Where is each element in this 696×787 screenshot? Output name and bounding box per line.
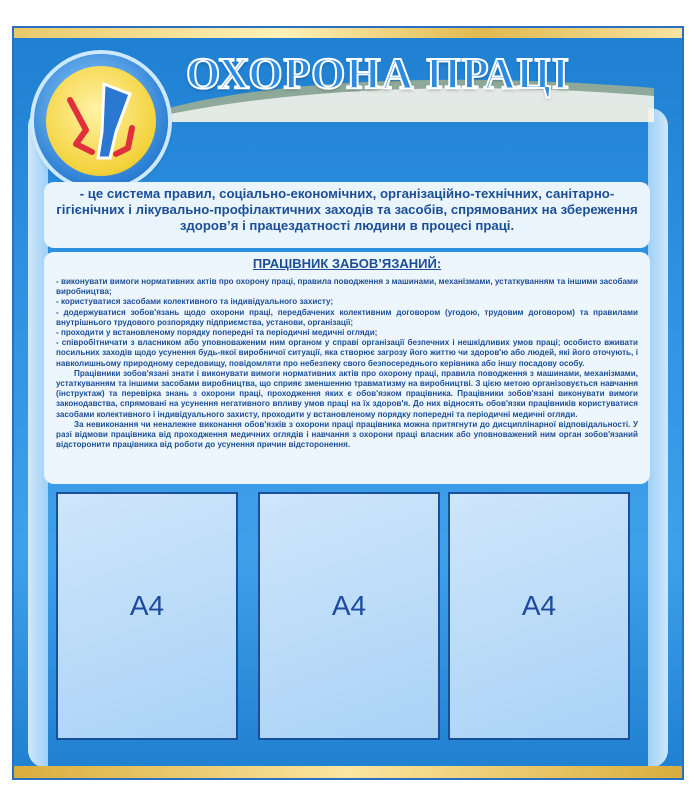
duty-item: - користуватися засобами колективного та індивідуального захисту; [56, 297, 334, 307]
duty-item: - виконувати вимоги нормативних актів про охорону праці, правила поводження з машинами, механізмами, устаткуванням та іншими засобами виробництва; [56, 277, 638, 297]
a4-pocket[interactable] [448, 492, 630, 740]
a4-pocket[interactable] [258, 492, 440, 740]
duties-body [56, 277, 638, 450]
a4-pocket[interactable] [56, 492, 238, 740]
duty-item: - додержуватися зобов'язань щодо охорони праці, передбачених колективним договором (угодою, трудовим договором) та правилами внутрішнього трудового розпорядку підприємства, установи, організації; [56, 307, 638, 327]
document-pockets [56, 492, 642, 740]
duty-item: - співробітничати з власником або уповноваженим ним органом у справі організації безпечних і нешкідливих умов праці; особисто вживати посильних заходів щодо усунення будь-якої виробничої ситуації, яка створює загрозу його життю чи здоров'ю або людей, які його оточують, і навколишньому природному середовищу, повідомляти про небезпеку свого безпосереднього керівника або іншу посадову особу. [56, 338, 638, 368]
book-page-right [648, 108, 668, 768]
duties-paragraph: Працівники зобов'язані знати і виконувати вимоги нормативних актів про охорону праці, правила поводження з машинами, механізмами, устаткуванням та іншими засобами виробництва, що сприяє зменшенню травматизму на виробництві. З цією метою організовується навчання (інструктаж) та перевірка знань з охорони праці, проходження яких є обов'язком працівника. Працівники зобов'язані виконувати вимоги законодавства, спрямовані на усунення негативного впливу умов праці на їх здоров'я. До них відносять обов'язки працівників користуватися засобами колективного і індивідуального захисту, проходити у встановленому порядку попередні та періодичні медичні огляди. [56, 368, 638, 419]
duty-item: - проходити у встановленому порядку попередні та періодичні медичні огляди; [56, 328, 378, 338]
duties-panel [44, 252, 650, 484]
duties-heading: ПРАЦІВНИК ЗАБОВ’ЯЗАНИЙ: [252, 256, 442, 271]
definition-text: - це система правил, соціально-економічних, організаційно-технічних, санітарно-гігієнічних і лікувально-профілактичних заходів та засобів, спрямованих на збереження здоров’я і працездатності людини в процесі праці. [44, 182, 650, 248]
a4-pocket-label: A4 [129, 590, 165, 621]
gold-stripe-top [14, 28, 682, 38]
stand-title: ОХОРОНА ПРАЦІ [186, 49, 570, 98]
occupational-safety-icon [46, 66, 156, 176]
duties-paragraph: За невиконання чи неналежне виконання обов'язків з охорони праці працівника можна притягнути до дисциплінарної відповідальності. У разі відмови працівника від проходження медичних оглядів і навчання з охорони праці власник або уповноважений ним орган зобов'язаний відсторонити працівника від роботи до усунення причин відсторонення. [56, 419, 638, 450]
gold-stripe-bottom [14, 766, 682, 778]
a4-pocket-label: A4 [331, 590, 367, 621]
a4-pocket-label: A4 [521, 590, 557, 621]
